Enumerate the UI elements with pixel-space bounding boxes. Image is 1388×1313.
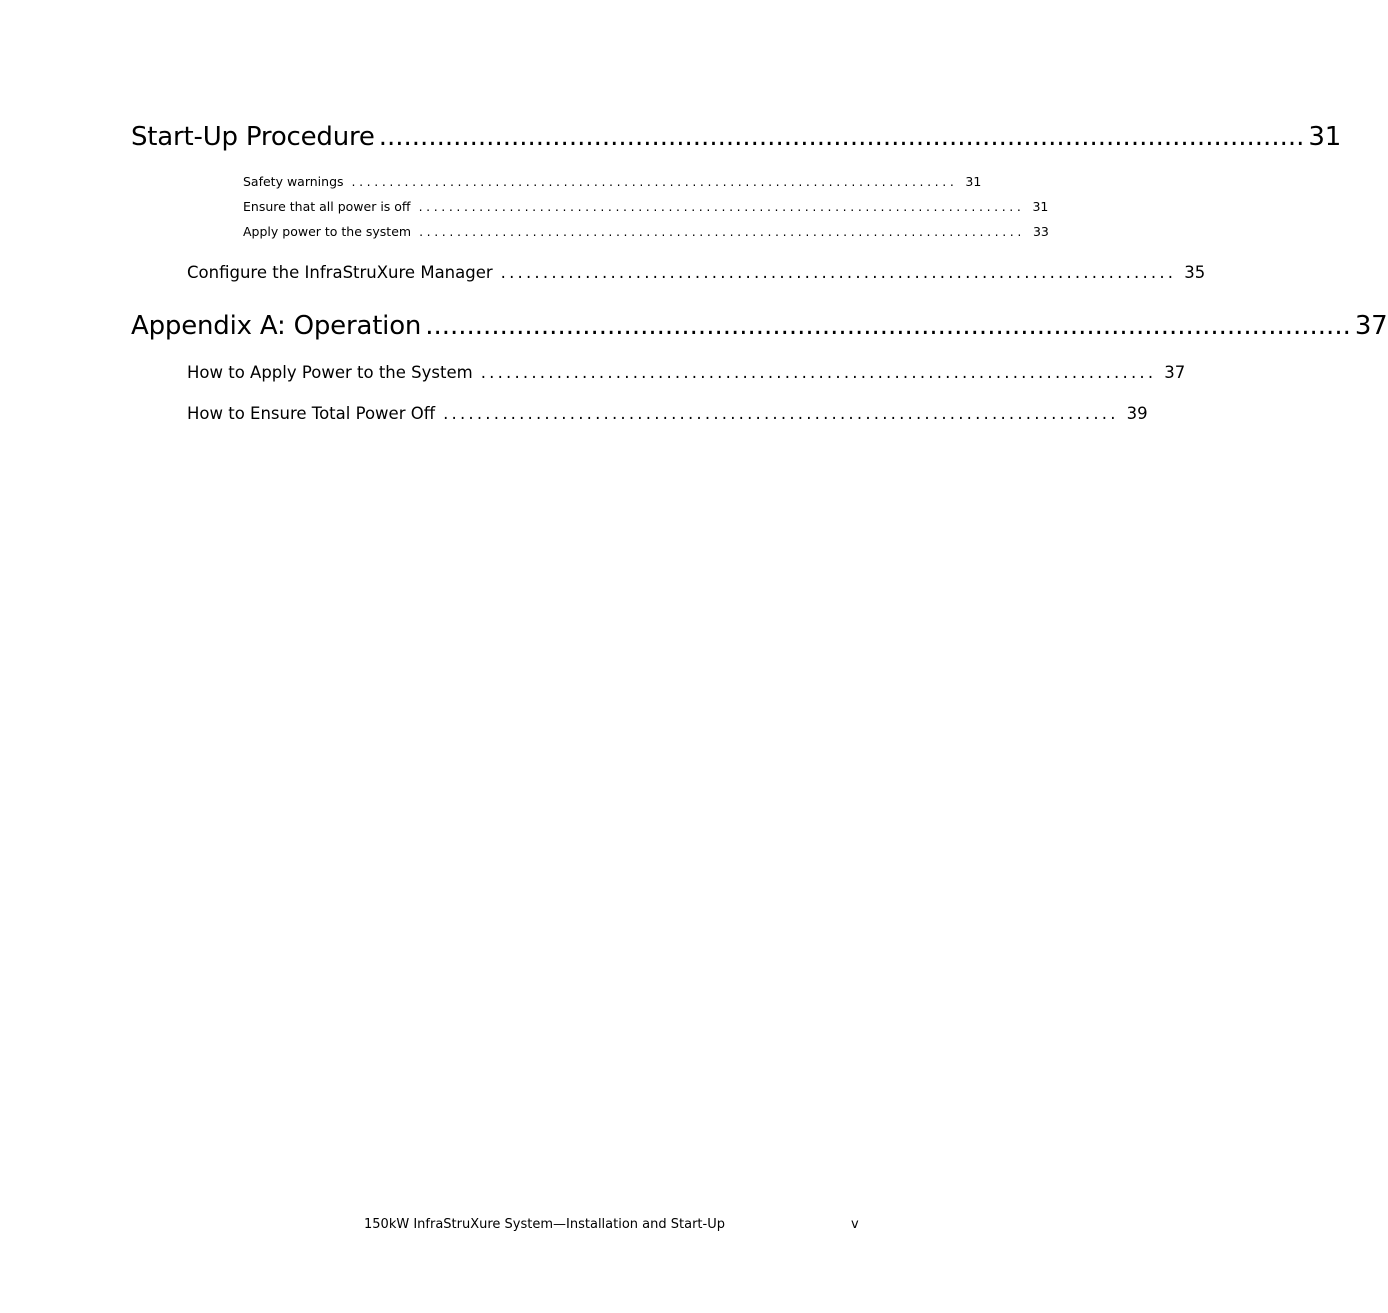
chapter-title: Appendix A: Operation <box>131 311 422 341</box>
chapter-page-number: 37 <box>1354 311 1388 341</box>
section-page-number: 37 <box>1164 363 1186 382</box>
toc-chapter-appendix-a[interactable] <box>131 311 1388 341</box>
section-title: How to Ensure Total Power Off <box>187 404 436 423</box>
subsection-title: Safety warnings <box>243 174 344 189</box>
chapter-title: Start-Up Procedure <box>131 122 375 152</box>
section-page-number: 35 <box>1184 263 1206 282</box>
toc-subsection-safety-warnings[interactable] <box>243 174 982 189</box>
subsection-page-number: 33 <box>1032 224 1049 239</box>
dot-leader: ................................................................................ <box>500 263 1177 282</box>
subsection-title: Ensure that all power is off <box>243 199 411 214</box>
subsection-page-number: 31 <box>965 174 982 189</box>
footer-page-number: v <box>851 1217 859 1232</box>
dot-leader: ................................................................................ <box>351 174 958 189</box>
chapter-page-number: 31 <box>1308 122 1342 152</box>
subsection-page-number: 31 <box>1032 199 1049 214</box>
toc-subsection-apply-power[interactable] <box>243 224 1049 239</box>
section-title: Configure the InfraStruXure Manager <box>187 263 493 282</box>
section-page-number: 39 <box>1126 404 1148 423</box>
dot-leader: ................................................................................ <box>418 199 1025 214</box>
dot-leader: ................................................................................ <box>419 224 1025 239</box>
toc-subsection-ensure-power-off[interactable] <box>243 199 1049 214</box>
toc-section-configure-manager[interactable] <box>187 263 1206 282</box>
dot-leader: ................................................................................................................ <box>425 311 1351 341</box>
section-title: How to Apply Power to the System <box>187 363 473 382</box>
toc-chapter-start-up-procedure[interactable] <box>131 122 1342 152</box>
dot-leader: ................................................................................................................ <box>378 122 1305 152</box>
dot-leader: ................................................................................ <box>443 404 1119 423</box>
subsection-title: Apply power to the system <box>243 224 412 239</box>
toc-section-apply-power-system[interactable] <box>187 363 1186 382</box>
toc-section-total-power-off[interactable] <box>187 404 1148 423</box>
dot-leader: ................................................................................ <box>480 363 1157 382</box>
footer-document-title: 150kW InfraStruXure System—Installation and Start-Up <box>364 1217 725 1232</box>
